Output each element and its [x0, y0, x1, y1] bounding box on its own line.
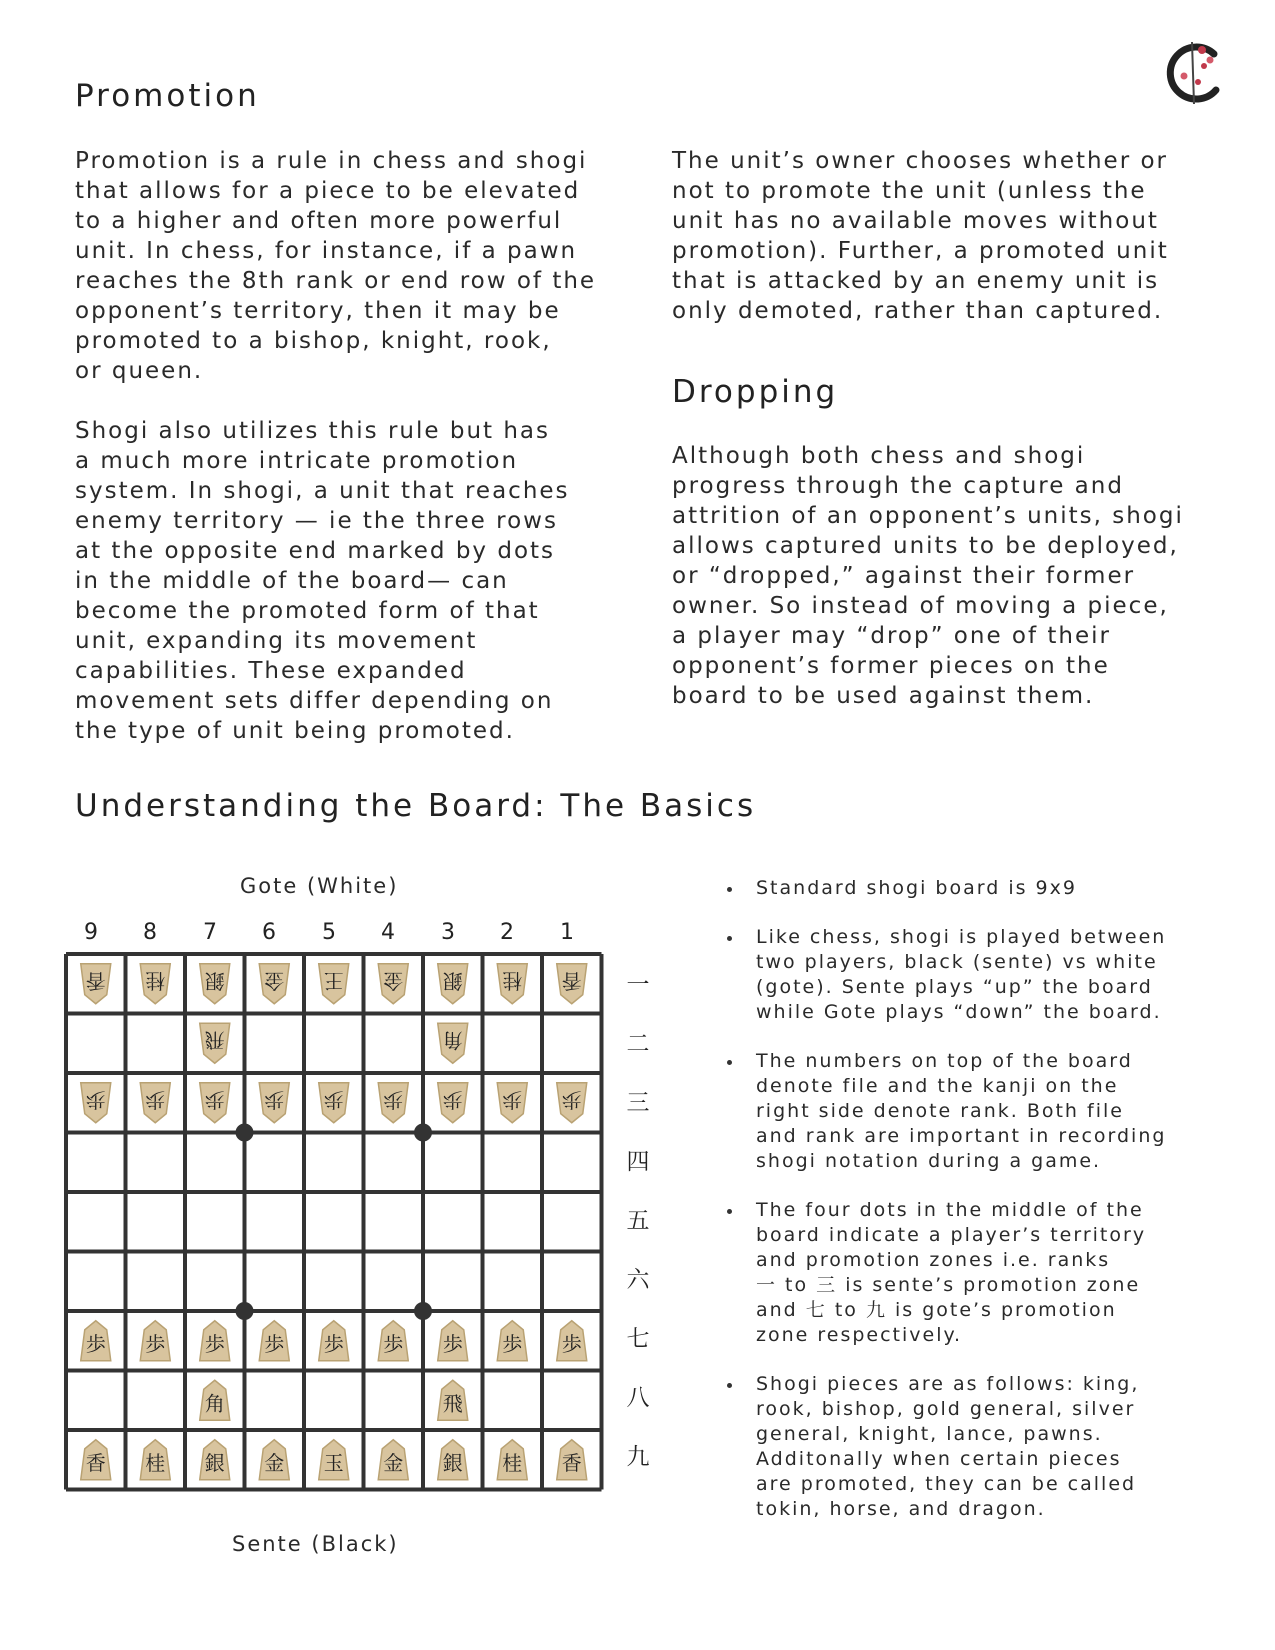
rank-kanji: 六: [626, 1267, 650, 1293]
piece-kanji: 金: [264, 1450, 285, 1475]
promotion-zone-dot: [236, 1302, 254, 1320]
sente-piece: [438, 1440, 468, 1480]
rank-kanji: 一: [626, 972, 650, 998]
piece-kanji: 王: [323, 968, 344, 993]
rank-kanji: 八: [626, 1385, 650, 1411]
piece-kanji: 歩: [383, 1087, 404, 1112]
rank-kanji: 七: [626, 1326, 650, 1352]
piece-kanji: 角: [204, 1391, 225, 1416]
sente-piece: [438, 1321, 468, 1361]
piece-kanji: 香: [85, 1450, 106, 1475]
gote-piece: [378, 1083, 408, 1123]
sente-label: Sente (Black): [232, 1532, 399, 1556]
promotion-paragraph-1: Promotion is a rule in chess and shogi that allows for a piece to be elevated to a higher and often more powerful unit. In chess, for instance, if a pawn reaches the 8th rank or end row of the opponent’s territory, then it may be promoted to a bishop, knight, rook, or queen.: [75, 148, 597, 384]
file-number: 4: [381, 920, 395, 945]
gote-piece: [438, 964, 468, 1004]
gote-piece: [81, 1083, 111, 1123]
list-item: Like chess, shogi is played between two players, black (sente) vs white (gote). Sente plays “up” the board while Gote plays “down” the board.: [718, 925, 1248, 1025]
sente-piece: [200, 1380, 230, 1420]
piece-kanji: 玉: [323, 1450, 344, 1475]
piece-kanji: 桂: [145, 1450, 166, 1475]
gote-piece: [200, 1083, 230, 1123]
piece-kanji: 香: [561, 968, 582, 993]
piece-kanji: 歩: [264, 1087, 285, 1112]
piece-kanji: 歩: [204, 1331, 225, 1356]
gote-piece: [497, 1083, 527, 1123]
piece-kanji: 桂: [502, 1450, 523, 1475]
sente-piece: [497, 1440, 527, 1480]
gote-piece: [140, 964, 170, 1004]
rank-kanji: 二: [626, 1031, 650, 1057]
piece-kanji: 金: [383, 1450, 404, 1475]
piece-kanji: 歩: [145, 1087, 166, 1112]
sente-piece: [259, 1440, 289, 1480]
promotion-zone-dot: [414, 1302, 432, 1320]
piece-kanji: 角: [442, 1028, 463, 1053]
piece-kanji: 桂: [145, 968, 166, 993]
piece-kanji: 飛: [442, 1391, 463, 1416]
file-number: 1: [560, 920, 574, 945]
list-item: Shogi pieces are as follows: king, rook, bishop, gold general, silver general, knight, lance, pawns. Additonally when certain pieces are promoted, they can be called tokin, horse, and dragon.: [718, 1372, 1248, 1522]
piece-kanji: 銀: [204, 968, 225, 993]
piece-kanji: 歩: [561, 1331, 582, 1356]
sente-piece: [259, 1321, 289, 1361]
piece-kanji: 歩: [502, 1087, 523, 1112]
promotion-paragraph-3: The unit’s owner chooses whether or not to promote the unit (unless the unit has no available moves without promotion). Further, a promoted unit that is attacked by an enemy unit is only demoted, rather than captured.: [672, 148, 1169, 324]
gote-piece: [438, 1023, 468, 1063]
gote-piece: [200, 964, 230, 1004]
gote-piece: [319, 1083, 349, 1123]
piece-kanji: 金: [383, 968, 404, 993]
piece-kanji: 歩: [85, 1331, 106, 1356]
piece-kanji: 香: [561, 1450, 582, 1475]
rank-kanji: 五: [626, 1208, 650, 1234]
sente-piece: [81, 1440, 111, 1480]
sente-piece: [140, 1321, 170, 1361]
sente-piece: [378, 1440, 408, 1480]
sente-piece: [319, 1440, 349, 1480]
gote-piece: [81, 964, 111, 1004]
piece-kanji: 銀: [442, 1450, 463, 1475]
list-item: The numbers on top of the board denote file and the kanji on the right side denote rank. Both file and rank are important in recording shogi notation during a game.: [718, 1049, 1248, 1174]
piece-kanji: 歩: [383, 1331, 404, 1356]
sente-piece: [140, 1440, 170, 1480]
piece-kanji: 歩: [442, 1087, 463, 1112]
sente-piece: [378, 1321, 408, 1361]
sente-piece: [200, 1440, 230, 1480]
gote-piece: [259, 1083, 289, 1123]
piece-kanji: 銀: [204, 1450, 225, 1475]
file-number: 2: [500, 920, 514, 945]
gote-piece: [557, 964, 587, 1004]
gote-piece: [200, 1023, 230, 1063]
gote-piece: [319, 964, 349, 1004]
piece-kanji: 桂: [502, 968, 523, 993]
sente-piece: [497, 1321, 527, 1361]
piece-kanji: 歩: [323, 1087, 344, 1112]
gote-piece: [378, 964, 408, 1004]
sente-piece: [81, 1321, 111, 1361]
file-number: 5: [322, 920, 336, 945]
piece-kanji: 歩: [85, 1087, 106, 1112]
gote-piece: [140, 1083, 170, 1123]
gote-piece: [259, 964, 289, 1004]
piece-kanji: 歩: [442, 1331, 463, 1356]
gote-piece: [557, 1083, 587, 1123]
rank-kanji: 九: [626, 1444, 650, 1470]
gote-piece: [438, 1083, 468, 1123]
promotion-zone-dot: [414, 1124, 432, 1142]
piece-kanji: 歩: [561, 1087, 582, 1112]
brand-logo-icon: [1158, 36, 1230, 108]
sente-piece: [200, 1321, 230, 1361]
rank-kanji: 三: [626, 1090, 650, 1116]
piece-kanji: 歩: [323, 1331, 344, 1356]
sente-piece: [557, 1440, 587, 1480]
sente-piece: [319, 1321, 349, 1361]
gote-label: Gote (White): [240, 874, 399, 898]
rank-kanji: 四: [626, 1149, 650, 1175]
file-number: 7: [203, 920, 217, 945]
board-section-heading: Understanding the Board: The Basics: [75, 788, 757, 824]
file-number: 6: [262, 920, 276, 945]
sente-piece: [557, 1321, 587, 1361]
promotion-heading: Promotion: [75, 78, 260, 114]
piece-kanji: 歩: [502, 1331, 523, 1356]
piece-kanji: 飛: [204, 1028, 225, 1053]
shogi-board: [62, 950, 610, 1498]
gote-piece: [497, 964, 527, 1004]
file-number: 8: [143, 920, 157, 945]
list-item: The four dots in the middle of the board indicate a player’s territory and promotion zones i.e. ranks 一 to 三 is sente’s promotion zone and 七 to 九 is gote’s promotion zone respectively.: [718, 1198, 1248, 1348]
promotion-paragraph-2: Shogi also utilizes this rule but has a much more intricate promotion system. In shogi, a unit that reaches enemy territory — ie the three rows at the opposite end marked by dots in the middle of the board— can become the promoted form of that unit, expanding its movement capabilities. These expanded movement sets differ depending on the type of unit being promoted.: [75, 418, 570, 744]
file-number: 9: [84, 920, 98, 945]
list-item: Standard shogi board is 9x9: [718, 876, 1248, 901]
promotion-zone-dot: [236, 1124, 254, 1142]
piece-kanji: 歩: [145, 1331, 166, 1356]
sente-piece: [438, 1380, 468, 1420]
piece-kanji: 金: [264, 968, 285, 993]
piece-kanji: 銀: [442, 968, 463, 993]
piece-kanji: 歩: [264, 1331, 285, 1356]
dropping-paragraph: Although both chess and shogi progress through the capture and attrition of an opponent’s units, shogi allows captured units to be deployed, or “dropped,” against their former owner. So instead of moving a piece, a player may “drop” one of their opponent’s former pieces on the board to be used against them.: [672, 443, 1184, 709]
piece-kanji: 香: [85, 968, 106, 993]
dropping-heading: Dropping: [672, 374, 839, 410]
board-facts-list: [718, 876, 1248, 1546]
file-number: 3: [441, 920, 455, 945]
piece-kanji: 歩: [204, 1087, 225, 1112]
